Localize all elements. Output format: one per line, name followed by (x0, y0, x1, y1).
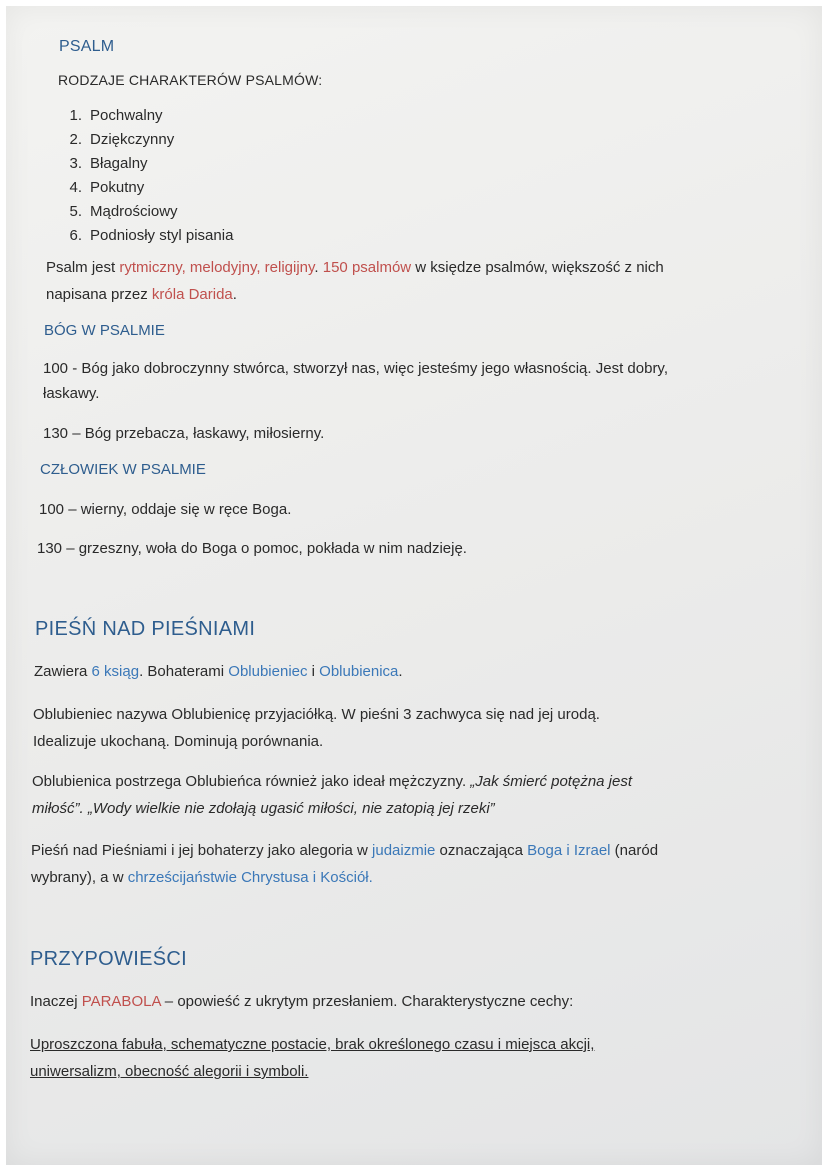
man-psalm-130: 130 – grzeszny, woła do Boga o pomoc, pokłada w nim nadzieję. (37, 540, 467, 557)
list-item (56, 104, 233, 128)
highlight-text: Boga i Izrael (527, 842, 611, 859)
man-psalm-100: 100 – wierny, oddaje się w ręce Boga. (39, 501, 292, 518)
text: . (398, 663, 403, 680)
god-psalm-100 (43, 356, 813, 406)
document-page (6, 6, 822, 1165)
highlight-text: judaizmie (372, 842, 436, 859)
text: oznaczająca (435, 842, 528, 859)
god-heading: BÓG W PSALMIE (44, 322, 165, 339)
text: Oblubienica postrzega Oblubieńca również jako ideał mężczyzny. (32, 773, 471, 790)
list-label: Mądrościowy (90, 203, 178, 220)
list-number: 2. (69, 131, 82, 148)
quote-text: miłość”. „Wody wielkie nie zdołają ugasić miłości, nie zatopią jej rzeki” (32, 800, 495, 817)
psalm-description (46, 255, 806, 307)
text: . Bohaterami (139, 663, 229, 680)
list-number: 6. (69, 227, 82, 244)
text: (naród (610, 842, 659, 859)
list-label: Błagalny (90, 155, 148, 172)
underlined-text: uniwersalizm, obecność alegorii i symboli. (30, 1063, 309, 1080)
song-paragraph-4 (31, 838, 821, 890)
text: w księdze psalmów, większość z nich (411, 259, 664, 276)
text: . (232, 286, 237, 303)
highlight-text: 6 ksiąg (91, 663, 140, 680)
song-paragraph-2 (33, 702, 813, 754)
song-heading: PIEŚŃ NAD PIEŚNIAMI (35, 618, 256, 640)
highlight-text: rytmiczny, melodyjny, religijny (119, 259, 315, 276)
text: Pieśń nad Pieśniami i jej bohaterzy jako alegoria w (31, 842, 373, 859)
text: 100 - Bóg jako dobroczynny stwórca, stworzył nas, więc jesteśmy jego własnością. Jest dobry, (43, 360, 668, 377)
text: napisana przez (46, 286, 152, 303)
list-label: Podniosły styl pisania (90, 227, 234, 244)
highlight-text: Oblubienica (319, 663, 399, 680)
text: Psalm jest (46, 259, 120, 276)
text: Zawiera (34, 663, 92, 680)
psalm-types-list (56, 104, 233, 248)
man-heading: CZŁOWIEK W PSALMIE (40, 461, 206, 478)
list-item (56, 128, 233, 152)
text: wybrany), a w (31, 869, 128, 886)
highlight-text: króla Darida (151, 286, 233, 303)
text: łaskawy. (43, 385, 100, 402)
text: – opowieść z ukrytym przesłaniem. Charakterystyczne cechy: (160, 993, 574, 1010)
text: Inaczej (30, 993, 82, 1010)
list-label: Pokutny (90, 179, 145, 196)
list-number: 3. (69, 155, 82, 172)
highlight-text: Oblubieniec (228, 663, 308, 680)
underlined-text: Uproszczona fabuła, schematyczne postacie, brak określonego czasu i miejsca akcji, (30, 1036, 595, 1053)
list-item (56, 176, 233, 200)
parables-paragraph-1 (30, 989, 573, 1014)
list-number: 4. (69, 179, 82, 196)
psalm-subtitle: RODZAJE CHARAKTERÓW PSALMÓW: (58, 72, 323, 88)
parables-features (30, 1032, 820, 1084)
god-psalm-130: 130 – Bóg przebacza, łaskawy, miłosierny. (43, 425, 325, 442)
song-paragraph-3 (32, 769, 817, 821)
list-label: Dziękczynny (90, 131, 175, 148)
text: i (307, 663, 320, 680)
highlight-text: 150 psalmów (322, 259, 412, 276)
psalm-title: PSALM (59, 38, 115, 55)
text: . (314, 259, 323, 276)
list-item (56, 200, 233, 224)
text: Idealizuje ukochaną. Dominują porównania. (33, 733, 324, 750)
song-paragraph-1 (34, 659, 403, 684)
highlight-text: PARABOLA (81, 993, 161, 1010)
parables-heading: PRZYPOWIEŚCI (30, 948, 187, 970)
list-number: 5. (69, 203, 82, 220)
text: Oblubieniec nazywa Oblubienicę przyjaciółką. W pieśni 3 zachwyca się nad jej urodą. (33, 706, 600, 723)
highlight-text: chrześcijaństwie Chrystusa i Kościół. (127, 869, 373, 886)
list-item (56, 152, 233, 176)
list-number: 1. (69, 107, 82, 124)
list-label: Pochwalny (90, 107, 163, 124)
quote-text: „Jak śmierć potężna jest (470, 773, 633, 790)
list-item (56, 224, 233, 248)
